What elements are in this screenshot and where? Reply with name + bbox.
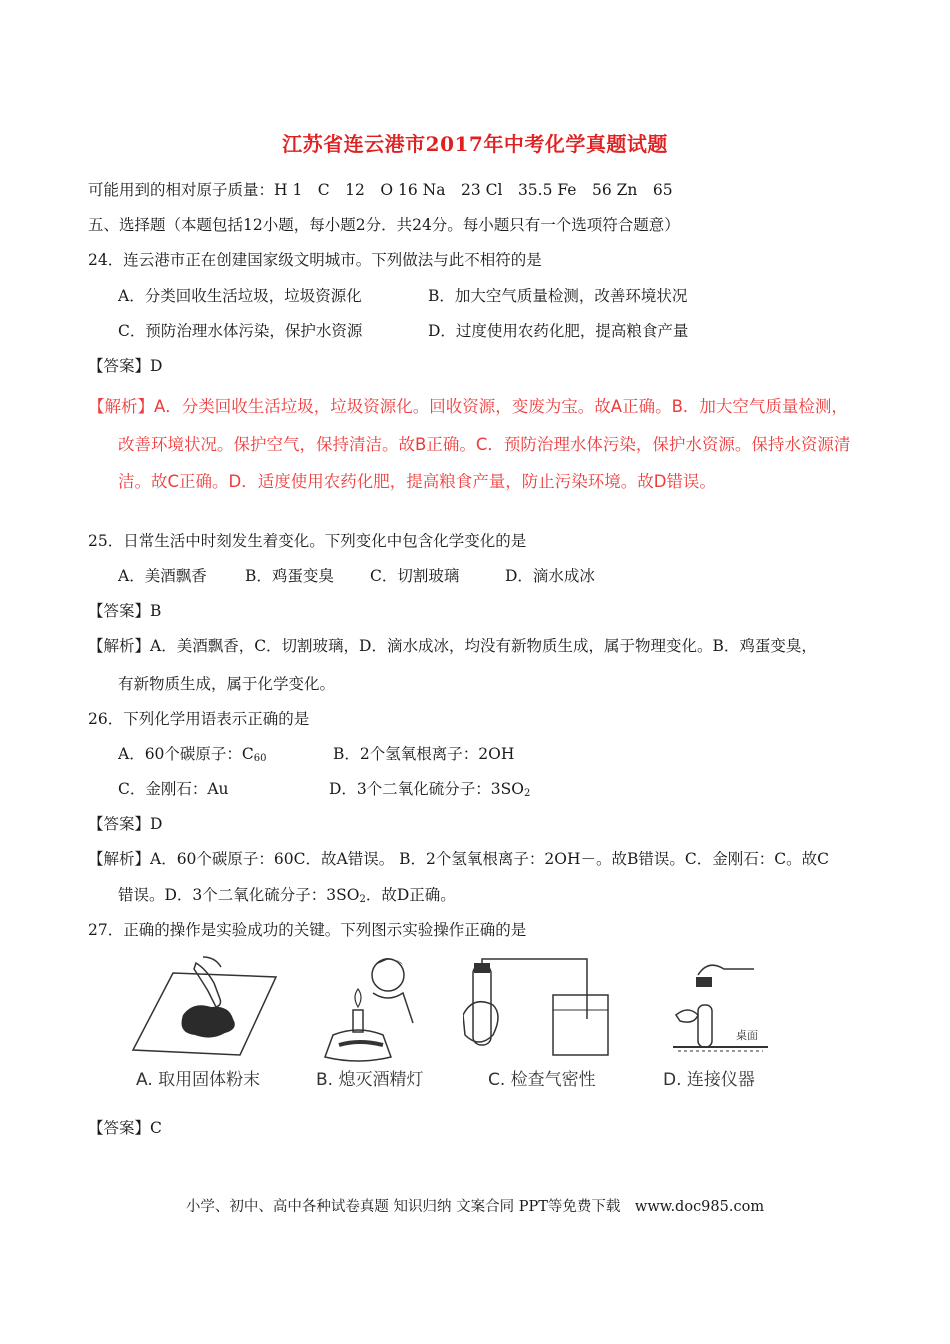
q25-analysis-line-1: 【解析】A．美酒飘香，C．切割玻璃，D．滴水成冰，均没有新物质生成，属于物理变化。B．鸡蛋变臭， [88, 637, 817, 655]
q24-option-d: D．过度使用农药化肥，提高粮食产量 [428, 322, 689, 340]
figure-a-caption: A. 取用固体粉末 [136, 1070, 261, 1090]
page-title: 江苏省连云港市2017年中考化学真题试题 [282, 132, 668, 156]
figure-b-alcohol-lamp-icon [313, 955, 443, 1065]
section-header: 五、选择题（本题包括12小题，每小题2分．共24分。每小题只有一个选项符合题意） [88, 216, 680, 234]
footer-text: 小学、初中、高中各种试卷真题 知识归纳 文案合同 PPT等免费下载 www.doc985.com [185, 1199, 765, 1215]
figure-b-caption: B. 熄灭酒精灯 [316, 1070, 424, 1090]
q24-analysis-line-3: 洁。故C正确。D．适度使用农药化肥，提高粮食产量，防止污染环境。故D错误。 [118, 472, 716, 491]
subscript: 2 [523, 788, 531, 799]
q25-option-d: D．滴水成冰 [505, 567, 595, 585]
q26-option-c: C．金刚石：Au [118, 780, 229, 798]
q25-option-a: A．美酒飘香 [118, 567, 207, 585]
q26-analysis-line-2 [118, 885, 456, 910]
subscript: 2 [359, 894, 366, 905]
figure-c-caption: C. 检查气密性 [488, 1070, 596, 1090]
q27-figure-row [128, 955, 778, 1090]
q24-answer: 【答案】D [88, 357, 163, 375]
figure-d-caption: D. 连接仪器 [663, 1070, 755, 1090]
subscript: 60 [253, 753, 267, 764]
q24-option-b: B．加大空气质量检测，改善环境状况 [428, 287, 688, 305]
q25-option-c: C．切割玻璃 [370, 567, 460, 585]
q24-option-a: A．分类回收生活垃圾，垃圾资源化 [118, 287, 362, 305]
q26-option-b: B．2个氢氧根离子：2OH [333, 745, 515, 763]
q25-answer: 【答案】B [88, 602, 162, 620]
q26-option-d [329, 779, 530, 804]
q24-analysis-line-2: 改善环境状况。保护空气，保持清洁。故B正确。C．预防治理水体污染，保护水资源。保持水资源清 [118, 435, 851, 454]
q26-analysis-text: 错误。D．3个二氧化硫分子：3SO [118, 886, 360, 904]
question-24-stem: 24．连云港市正在创建国家级文明城市。下列做法与此不相符的是 [88, 251, 542, 269]
q24-analysis-line-1: 【解析】A．分类回收生活垃圾，垃圾资源化。回收资源，变废为宝。故A正确。B．加大空气质量检测， [88, 397, 848, 416]
desk-label: 桌面 [736, 1029, 758, 1042]
q25-option-b: B．鸡蛋变臭 [245, 567, 334, 585]
question-26-stem: 26．下列化学用语表示正确的是 [88, 710, 310, 728]
q26-answer: 【答案】D [88, 815, 163, 833]
question-25-stem: 25．日常生活中时刻发生着变化。下列变化中包含化学变化的是 [88, 532, 527, 550]
figure-d-connect-apparatus-icon [658, 955, 778, 1065]
q27-answer: 【答案】C [88, 1119, 162, 1137]
q25-analysis-line-2: 有新物质生成，属于化学变化。 [118, 675, 336, 693]
atomic-masses: 可能用到的相对原子质量：H 1 C 12 O 16 Na 23 Cl 35.5 Fe 56 Zn 65 [88, 181, 673, 199]
q26-option-a-text: A．60个碳原子：C [118, 745, 254, 763]
q24-option-c: C．预防治理水体污染，保护水资源 [118, 322, 363, 340]
q26-option-d-text: D．3个二氧化硫分子：3SO [329, 780, 524, 798]
figure-c-airtightness-icon [463, 955, 623, 1065]
q26-analysis-line-1: 【解析】A．60个碳原子：60C．故A错误。 B．2个氢氧根离子：2OH－。故B错误。C．金刚石：C。故C [88, 850, 829, 868]
q26-option-a [118, 744, 267, 769]
figure-a-powder-icon [128, 955, 278, 1065]
q26-analysis-text-end: ．故D正确。 [365, 886, 456, 904]
question-27-stem: 27．正确的操作是实验成功的关键。下列图示实验操作正确的是 [88, 921, 527, 939]
